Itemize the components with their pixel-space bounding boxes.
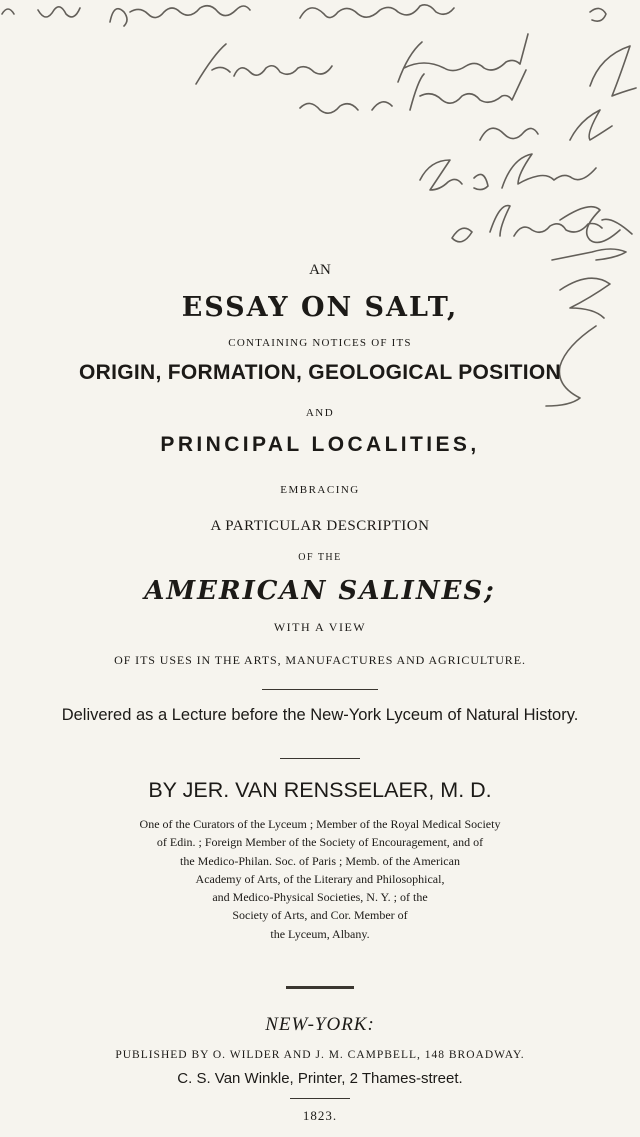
title-an: AN: [309, 262, 331, 278]
credential-line: and Medico-Physical Societies, N. Y. ; of the: [212, 890, 428, 905]
credential-line: Society of Arts, and Cor. Member of: [232, 908, 408, 923]
credential-line: One of the Curators of the Lyceum ; Member of the Royal Medical Society: [139, 817, 501, 831]
title-uses-line: OF ITS USES IN THE ARTS, MANUFACTURES AND AGRICULTURE.: [114, 653, 526, 667]
title-containing: CONTAINING NOTICES OF ITS: [228, 337, 412, 349]
imprint-publisher: PUBLISHED BY O. WILDER AND J. M. CAMPBELL, 148 BROADWAY.: [115, 1049, 525, 1061]
title-with-a-view: WITH A VIEW: [273, 620, 367, 634]
divider-rule: [262, 689, 378, 690]
credential-line: the Lyceum, Albany.: [270, 926, 370, 941]
divider-rule: [290, 1098, 350, 1099]
author-line: BY JER. VAN RENSSELAER, M. D.: [148, 778, 492, 802]
credential-line: the Medico-Philan. Soc. of Paris ; Memb. of the American: [180, 853, 460, 868]
imprint-year: 1823.: [302, 1108, 338, 1123]
imprint-printer: C. S. Van Winkle, Printer, 2 Thames-street.: [177, 1070, 463, 1087]
delivered-line: Delivered as a Lecture before the New-York Lyceum of Natural History.: [61, 706, 579, 724]
credential-line: of Edin. ; Foreign Member of the Society of Encouragement, and of: [156, 835, 484, 850]
title-embracing: EMBRACING: [280, 484, 360, 496]
title-principal-line: PRINCIPAL LOCALITIES,: [160, 433, 480, 456]
title-american-salines: AMERICAN SALINES;: [144, 576, 496, 606]
title-origin-line: ORIGIN, FORMATION, GEOLOGICAL POSITION: [79, 361, 561, 384]
divider-rule-thick: [286, 986, 354, 989]
author-credentials: [110, 815, 530, 943]
title-of-the: OF THE: [298, 552, 342, 563]
title-essay: ESSAY ON SALT,: [181, 292, 459, 323]
title-and: AND: [305, 407, 335, 419]
credential-line: Academy of Arts, of the Literary and Philosophical,: [195, 871, 445, 886]
imprint-place: NEW-YORK:: [265, 1014, 375, 1035]
divider-rule: [280, 758, 360, 759]
title-particular-description: A PARTICULAR DESCRIPTION: [210, 518, 430, 534]
